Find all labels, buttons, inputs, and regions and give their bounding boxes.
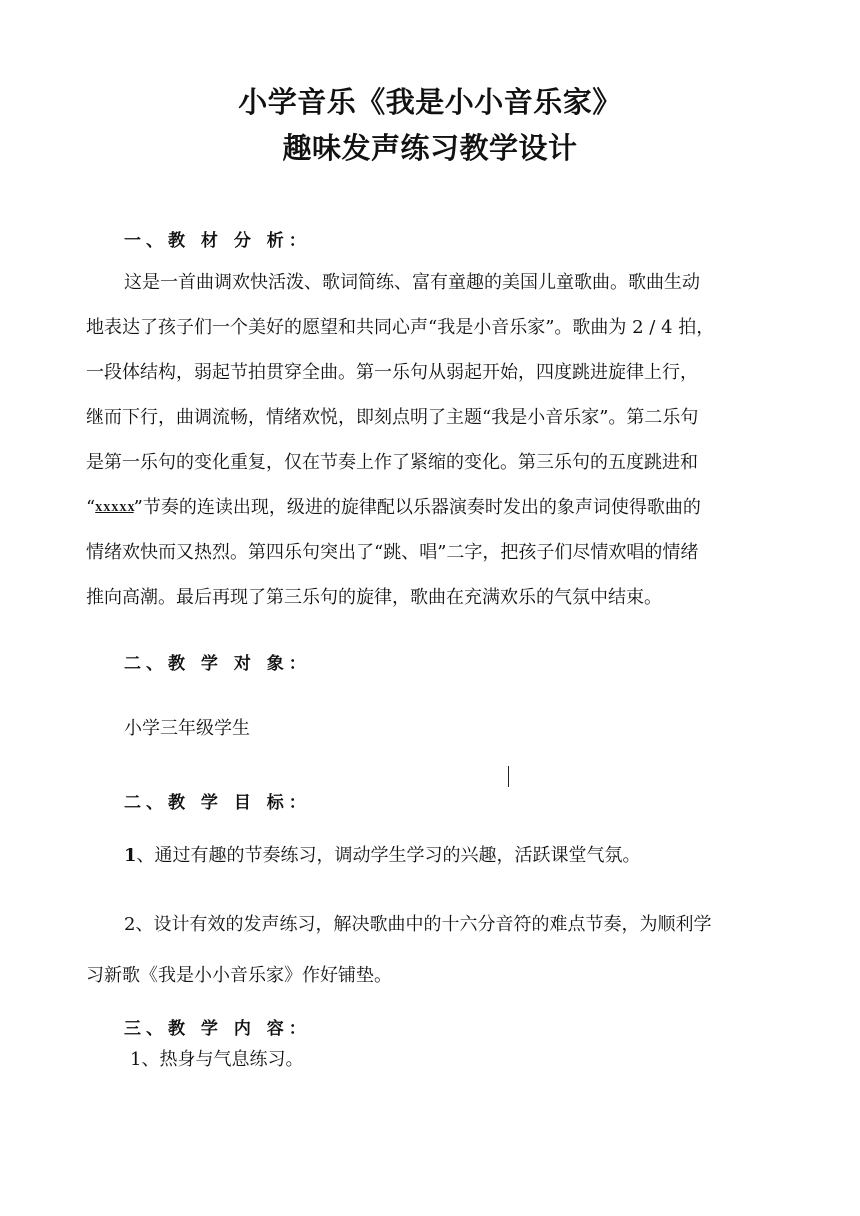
goal-number: 1 bbox=[124, 845, 137, 866]
goal-item-2-line1: 2、设计有效的发声练习，解决歌曲中的十六分音符的难点节奏，为顺利学 bbox=[124, 914, 712, 935]
paragraph-line: 情绪欢快而又热烈。第四乐句突出了“跳、唱”二字，把孩子们尽情欢唱的情绪 bbox=[86, 542, 699, 563]
section-heading-teaching-content: 三、教 学 内 容： bbox=[124, 1019, 311, 1039]
paragraph-line: 这是一首曲调欢快活泼、歌词简练、富有童趣的美国儿童歌曲。歌曲生动 bbox=[124, 272, 700, 293]
goal-text: 、通过有趣的节奏练习，调动学生学习的兴趣，活跃课堂气氛。 bbox=[136, 845, 641, 866]
paragraph-line: 是第一乐句的变化重复，仅在节奏上作了紧缩的变化。第三乐句的五度跳进和 bbox=[86, 452, 698, 473]
text-cursor bbox=[508, 766, 509, 787]
paragraph-line: 继而下行，曲调流畅，情绪欢悦，即刻点明了主题“我是小音乐家”。第二乐句 bbox=[86, 407, 699, 428]
rhythm-notation: X X X X X bbox=[95, 504, 134, 514]
goal-item-1 bbox=[124, 843, 641, 869]
target-students-text: 小学三年级学生 bbox=[124, 718, 250, 739]
goal-item-2-line2: 习新歌《我是小小音乐家》作好铺垫。 bbox=[86, 965, 392, 986]
content-item-1: 1、热身与气息练习。 bbox=[130, 1049, 304, 1070]
paragraph-line: 推向高潮。最后再现了第三乐句的旋律，歌曲在充满欢乐的气氛中结束。 bbox=[86, 587, 662, 608]
quote-open: “ bbox=[86, 497, 96, 518]
paragraph-line: 地表达了孩子们一个美好的愿望和共同心声“我是小音乐家”。歌曲为 2 / 4 拍， bbox=[86, 317, 715, 338]
section-heading-teaching-goals: 二、教 学 目 标： bbox=[124, 793, 311, 813]
paragraph-text: ”节奏的连读出现，级进的旋律配以乐器演奏时发出的象声词使得歌曲的 bbox=[133, 497, 701, 518]
section-heading-material-analysis: 一、教 材 分 析： bbox=[124, 231, 311, 251]
section-heading-teaching-target: 二、教 学 对 象： bbox=[124, 654, 311, 674]
paragraph-line-with-rhythm bbox=[86, 495, 786, 522]
document-title-line2: 趣味发声练习教学设计 bbox=[282, 131, 578, 165]
document-title-line1: 小学音乐《我是小小音乐家》 bbox=[238, 85, 622, 119]
paragraph-line: 一段体结构，弱起节拍贯穿全曲。第一乐句从弱起开始，四度跳进旋律上行， bbox=[86, 362, 698, 383]
